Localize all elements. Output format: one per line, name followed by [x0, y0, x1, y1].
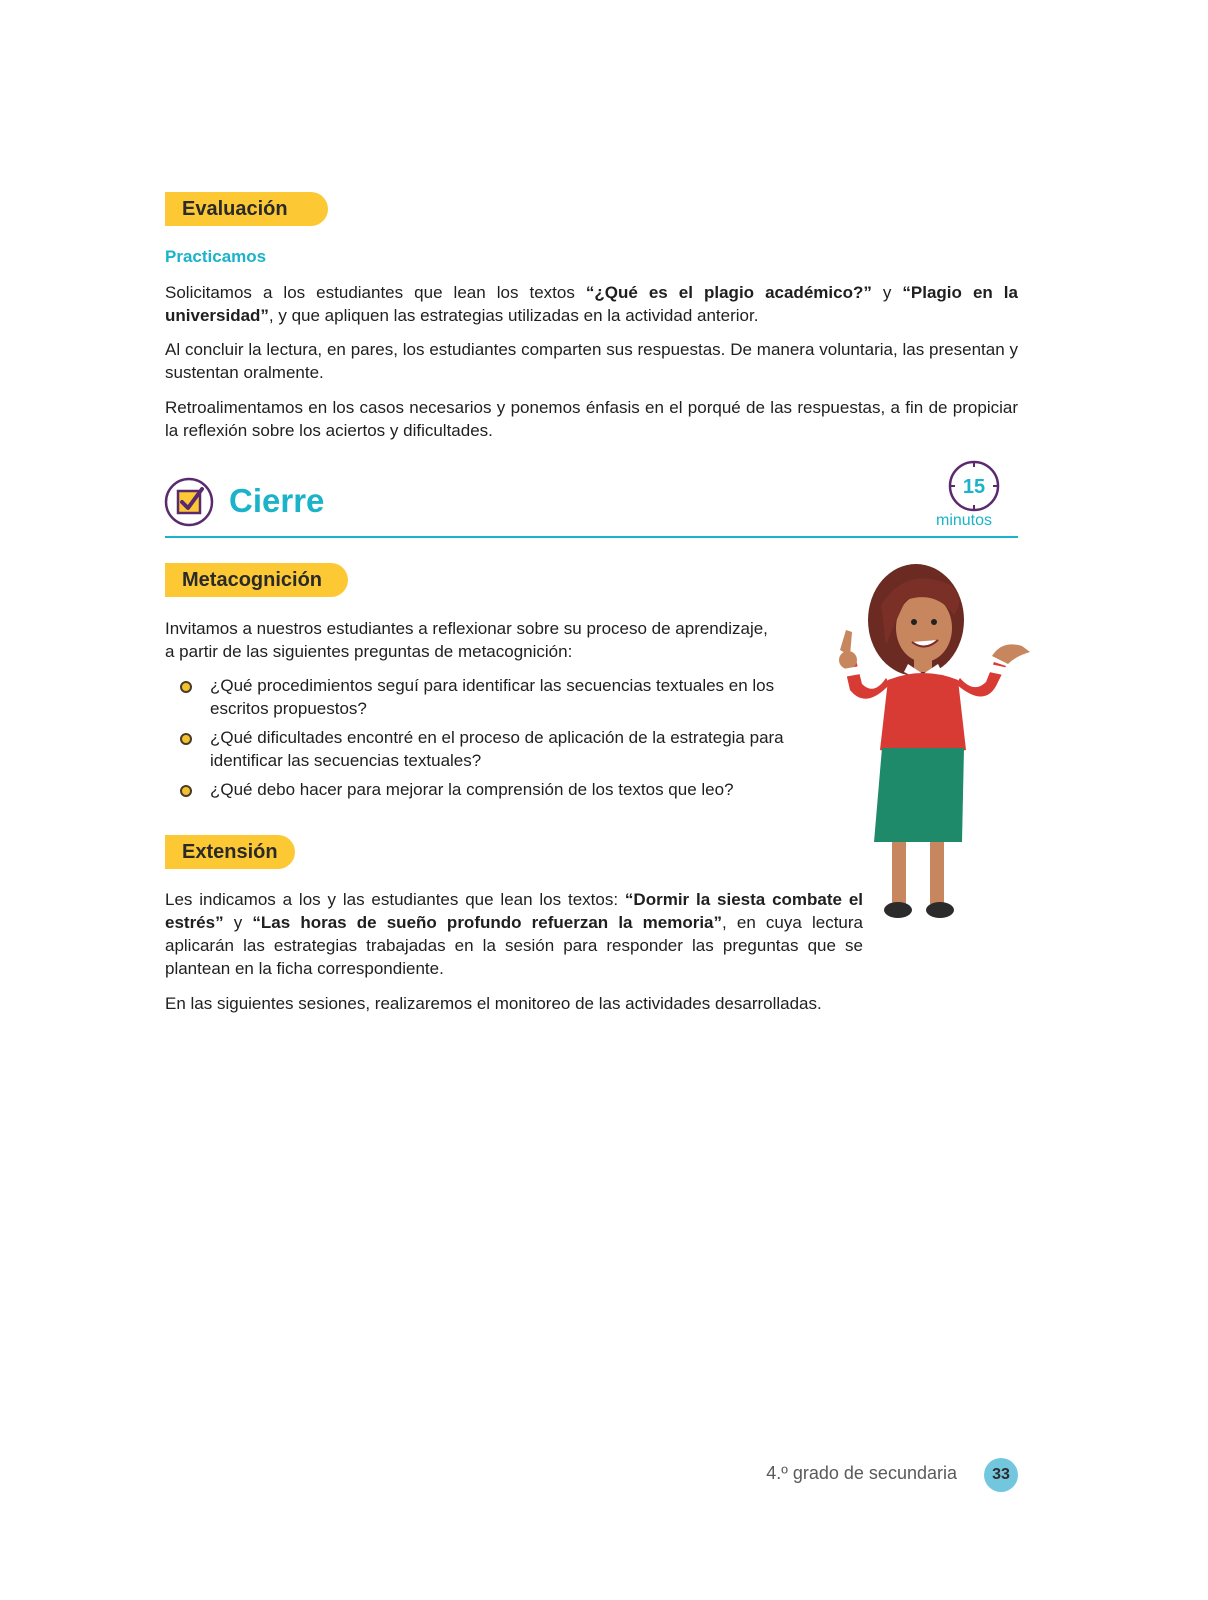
bold-title: “Dormir la siesta combate el estrés” [165, 890, 863, 932]
question-text: ¿Qué procedimientos seguí para identificar las secuencias textuales en los escritos propuestos? [210, 676, 775, 718]
extension-paragraph-2: En las siguientes sesiones, realizaremos el monitoreo de las actividades desarrolladas. [165, 994, 822, 1013]
minutes-label: minutos [936, 512, 993, 529]
bold-title: “Las horas de sueño profundo refuerzan la memoria” [252, 913, 722, 932]
intro-line: a partir de las siguientes preguntas de metacognición: [165, 642, 573, 661]
metacognicion-tag-label: Metacognición [182, 569, 323, 591]
intro-line: Invitamos a nuestros estudiantes a reflexionar sobre su proceso de aprendizaje, [165, 619, 768, 638]
text-span: y [223, 913, 253, 932]
practicamos-subtitle: Practicamos [165, 247, 267, 266]
evaluacion-tag-label: Evaluación [182, 198, 288, 220]
cierre-divider [165, 536, 1018, 538]
cierre-title: Cierre [229, 482, 325, 519]
text-span: , y que apliquen las estrategias utilizadas en la actividad anterior. [268, 306, 759, 325]
extension-tag-label: Extensión [182, 841, 278, 863]
extension-tag [165, 835, 295, 869]
page-number: 33 [984, 1458, 1018, 1492]
metacognicion-tag [165, 563, 348, 597]
evaluacion-paragraph-1 [165, 281, 1018, 327]
list-item [180, 674, 820, 720]
question-text: ¿Qué dificultades encontré en el proceso de aplicación de la estrategia para identificar las secuencias textuales? [210, 728, 784, 770]
evaluacion-paragraph-3: Retroalimentamos en los casos necesarios y ponemos énfasis en el porqué de las respuestas, a fin de propiciar la reflexión sobre los aciertos y dificultades. [165, 398, 1018, 440]
text-span: , en cuya lectura aplicarán las estrategias trabajadas en la sesión para responder las preguntas que se plantean en la ficha correspondiente. [165, 913, 863, 978]
text-span: Les indicamos a los y las estudiantes que lean los textos: [165, 890, 625, 909]
list-item [180, 778, 820, 801]
bullet-icon [180, 681, 192, 693]
evaluacion-paragraph-2: Al concluir la lectura, en pares, los estudiantes comparten sus respuestas. De manera voluntaria, las presentan y sustentan oralmente. [165, 340, 1018, 382]
bold-title: “¿Qué es el plagio académico?” [585, 283, 872, 302]
bullet-icon [180, 733, 192, 745]
metacognicion-questions [180, 674, 820, 807]
bold-title: “Plagio en la universidad” [165, 283, 1018, 325]
text-span: Solicitamos a los estudiantes que lean los textos [165, 283, 586, 302]
metacognicion-intro [165, 617, 825, 663]
clock-minutes: 15 [962, 476, 986, 498]
footer-grade: 4.º grado de secundaria [766, 1463, 957, 1483]
checkbox-icon [164, 477, 214, 527]
bullet-icon [180, 785, 192, 797]
extension-paragraph-1 [165, 888, 863, 980]
list-item [180, 726, 820, 772]
teacher-illustration [826, 560, 1036, 940]
clock-icon [948, 460, 1000, 512]
text-span: y [871, 283, 903, 302]
question-text: ¿Qué debo hacer para mejorar la comprensión de los textos que leo? [210, 780, 734, 799]
evaluacion-tag [165, 192, 328, 226]
